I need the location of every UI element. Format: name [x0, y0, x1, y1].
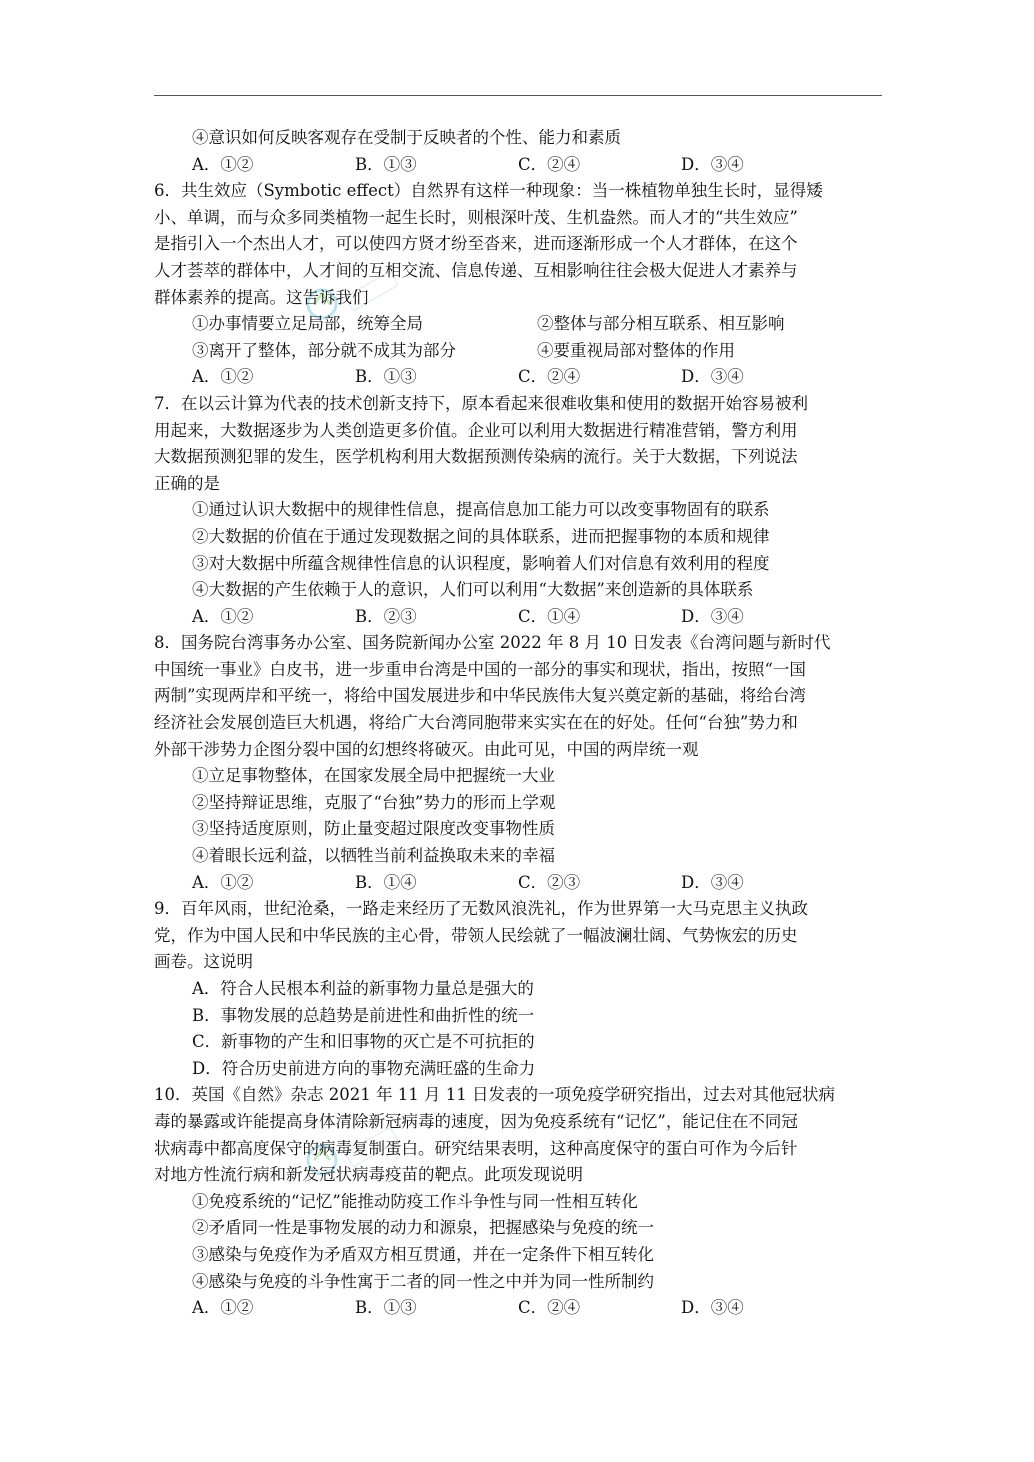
question-stem-line: 8．国务院台湾事务办公室、国务院新闻办公室 2022 年 8 月 10 日发表《台湾问题与新时代 [154, 633, 831, 653]
answer-choice: D．符合历史前进方向的事物充满旺盛的生命力 [192, 1058, 536, 1078]
answer-options [154, 870, 882, 897]
option-a: A．①② [192, 1298, 254, 1318]
question-stem-line: 外部干涉势力企图分裂中国的幻想终将破灭。由此可见，中国的两岸统一观 [154, 739, 699, 759]
question-stem-line: 6．共生效应（Symbotic effect）自然界有这样一种现象：当一株植物单独生长时，显得矮 [154, 181, 823, 201]
question-stem-line: 9．百年风雨，世纪沧桑，一路走来经历了无数风浪洗礼，作为世界第一大马克思主义执政 [154, 899, 808, 919]
option-a: A．①② [192, 154, 254, 174]
question-8 [154, 630, 882, 896]
option-c: C．②④ [518, 154, 581, 174]
exam-page-content [154, 125, 882, 1322]
question-stem-line: 小、单调，而与众多同类植物一起生长时，则根深叶茂、生机盎然。而人才的“共生效应” [154, 207, 798, 227]
statement-item: ①立足事物整体，在国家发展全局中把握统一大业 [192, 766, 555, 786]
question-stem-line: 画卷。这说明 [154, 952, 253, 972]
statement-item: ④要重视局部对整体的作用 [537, 340, 735, 360]
option-a: A．①② [192, 872, 254, 892]
question-stem-line: 两制”实现两岸和平统一，将给中国发展进步和中华民族伟大复兴奠定新的基础，将给台湾 [154, 686, 806, 706]
q5-options [154, 152, 882, 179]
question-stem-line: 7．在以云计算为代表的技术创新支持下，原本看起来很难收集和使用的数据开始容易被利 [154, 393, 808, 413]
q5-item-4: ④意识如何反映客观存在受制于反映者的个性、能力和素质 [192, 128, 621, 147]
question-stem-line: 10．英国《自然》杂志 2021 年 11 月 11 日发表的一项免疫学研究指出，过去对其他冠状病 [154, 1085, 835, 1105]
option-d: D．③④ [681, 606, 744, 626]
option-a: A．①② [192, 606, 254, 626]
option-b: B．①④ [355, 872, 417, 892]
question-stem-line: 大数据预测犯罪的发生，医学机构利用大数据预测传染病的流行。关于大数据，下列说法 [154, 447, 798, 467]
option-b: B．②③ [355, 606, 417, 626]
option-b: B．①③ [355, 154, 417, 174]
question-9 [154, 896, 882, 1082]
question-10 [154, 1082, 882, 1321]
statement-item: ②大数据的价值在于通过发现数据之间的具体联系，进而把握事物的本质和规律 [192, 526, 770, 546]
answer-choice: A．符合人民根本利益的新事物力量总是强大的 [192, 979, 534, 998]
question-stem-line: 状病毒中都高度保守的病毒复制蛋白。研究结果表明，这种高度保守的蛋白可作为今后针 [154, 1138, 798, 1158]
statement-item: ③离开了整体，部分就不成其为部分 [192, 340, 456, 360]
question-stem-line: 中国统一事业》白皮书，进一步重申台湾是中国的一部分的事实和现状，指出，按照“一国 [154, 659, 806, 679]
question-6 [154, 178, 882, 391]
option-b: B．①③ [355, 367, 417, 387]
statement-item: ③坚持适度原则，防止量变超过限度改变事物性质 [192, 819, 555, 839]
statement-item: ④大数据的产生依赖于人的意识，人们可以利用“大数据”来创造新的具体联系 [192, 580, 754, 600]
statement-item: ②矛盾同一性是事物发展的动力和源泉，把握感染与免疫的统一 [192, 1218, 654, 1238]
statement-item: ①办事情要立足局部，统筹全局 [192, 314, 423, 334]
answer-choice: C．新事物的产生和旧事物的灭亡是不可抗拒的 [192, 1032, 535, 1052]
statement-item: ④感染与免疫的斗争性寓于二者的同一性之中并为同一性所制约 [192, 1271, 654, 1291]
answer-options [154, 604, 882, 631]
question-stem-line: 用起来，大数据逐步为人类创造更多价值。企业可以利用大数据进行精准营销，警方利用 [154, 420, 798, 440]
question-stem-line: 正确的是 [154, 473, 220, 493]
option-c: C．②④ [518, 1298, 581, 1318]
answer-options [154, 364, 882, 391]
question-stem-line: 毒的暴露或许能提高身体清除新冠病毒的速度，因为免疫系统有“记忆”，能记住在不同冠 [154, 1111, 798, 1131]
option-c: C．②③ [518, 872, 581, 892]
statement-row [154, 338, 882, 365]
statement-row [154, 311, 882, 338]
statement-item: ①通过认识大数据中的规律性信息，提高信息加工能力可以改变事物固有的联系 [192, 500, 770, 520]
option-d: D．③④ [681, 1298, 744, 1318]
question-stem-line: 是指引入一个杰出人才，可以使四方贤才纷至沓来，进而逐渐形成一个人才群体，在这个 [154, 234, 798, 254]
question-stem-line: 党，作为中国人民和中华民族的主心骨，带领人民绘就了一幅波澜壮阔、气势恢宏的历史 [154, 925, 798, 945]
option-d: D．③④ [681, 154, 744, 174]
option-c: C．②④ [518, 367, 581, 387]
option-a: A．①② [192, 367, 254, 387]
statement-item: ②整体与部分相互联系、相互影响 [537, 314, 785, 334]
statement-item: ①免疫系统的“记忆”能推动防疫工作斗争性与同一性相互转化 [192, 1191, 638, 1211]
question-stem-line: 经济社会发展创造巨大机遇，将给广大台湾同胞带来实实在在的好处。任何“台独”势力和 [154, 713, 798, 733]
question-stem-line: 对地方性流行病和新发冠状病毒疫苗的靶点。此项发现说明 [154, 1165, 583, 1185]
statement-item: ④着眼长远利益，以牺牲当前利益换取未来的幸福 [192, 846, 555, 866]
question-stem-line: 人才荟萃的群体中，人才间的互相交流、信息传递、互相影响往往会极大促进人才素养与 [154, 260, 798, 280]
option-b: B．①③ [355, 1298, 417, 1318]
answer-choice: B．事物发展的总趋势是前进性和曲折性的统一 [192, 1005, 535, 1025]
statement-item: ②坚持辩证思维，克服了“台独”势力的形而上学观 [192, 792, 556, 812]
statement-item: ③对大数据中所蕴含规律性信息的认识程度，影响着人们对信息有效利用的程度 [192, 553, 770, 573]
option-d: D．③④ [681, 367, 744, 387]
statement-item: ③感染与免疫作为矛盾双方相互贯通，并在一定条件下相互转化 [192, 1244, 654, 1264]
question-7 [154, 391, 882, 630]
option-d: D．③④ [681, 872, 744, 892]
question-stem-line: 群体素养的提高。这告诉我们 [154, 287, 369, 307]
answer-options [154, 1295, 882, 1322]
header-rule [154, 95, 882, 96]
option-c: C．①④ [518, 606, 581, 626]
